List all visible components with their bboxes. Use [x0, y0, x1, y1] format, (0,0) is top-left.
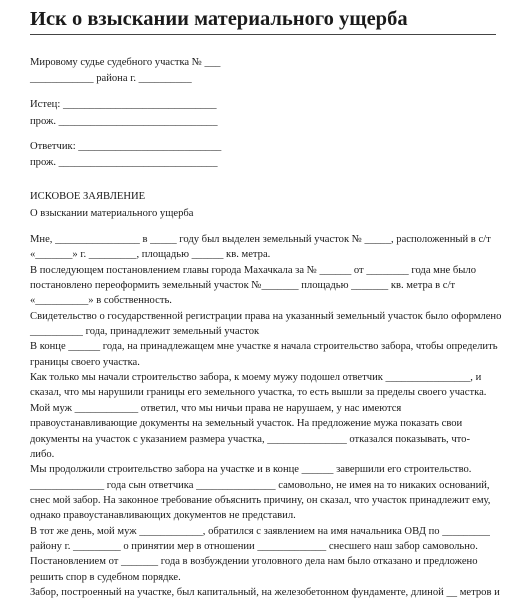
- body-line: Забор, построенный на участке, был капитальный, на железобетонном фундаменте, длиной __ метров и: [30, 587, 500, 598]
- body-line: Постановлением от _______ года в возбуждении уголовного дела нам было отказано и предложено: [30, 556, 478, 568]
- body-line: В последующем постановлением главы города Махачкала за № ______ от ________ года мне было: [30, 264, 476, 276]
- body-line: «_______» г. _________, площадью ______ кв. метра.: [30, 249, 271, 261]
- body-line: либо.: [30, 448, 55, 460]
- body-line: «__________» в собственность.: [30, 295, 172, 307]
- body-line: Мне, ________________ в _____ году был выделен земельный участок № _____, расположенный в с/т: [30, 234, 491, 245]
- addressee-line-2: ____________ района г. __________: [30, 73, 192, 84]
- title-underline: [30, 34, 496, 35]
- addressee-line-1: Мировому судье судебного участка № ___: [30, 57, 221, 68]
- body-line: снес мой забор. На законное требование объяснить причину, он сказал, что участок принадлежит ему,: [30, 494, 491, 506]
- statement-heading: ИСКОВОЕ ЗАЯВЛЕНИЕ: [30, 191, 146, 202]
- body-line: правоустанавливающие документы на земельный участок. На предложение мужа показать свои: [30, 418, 463, 430]
- body-line: Свидетельство о государственной регистрации права на указанный земельный участок было оформлено: [30, 310, 502, 322]
- document-title: Иск о взыскании материального ущерба: [30, 8, 408, 30]
- defendant-address: прож. ______________________________: [30, 157, 218, 168]
- plaintiff-line: Истец: _____________________________: [30, 99, 217, 110]
- body-line: решить спор в судебном порядке.: [30, 571, 181, 583]
- body-line: В конце ______ года, на принадлежащем мне участке я начала строительство забора, чтобы определить: [30, 341, 498, 353]
- body-line: району г. _________ о принятии мер в отношении _____________ снесшего наш забор самовольно.: [30, 540, 478, 552]
- body-line: В тот же день, мой муж ____________, обратился с заявлением на имя начальника ОВД по _________: [30, 525, 490, 537]
- statement-subheading: О взыскании материального ущерба: [30, 208, 194, 219]
- body-line: ______________ года сын ответчика _______________ самовольно, не имея на то никаких оснований,: [30, 479, 490, 491]
- body-line: Мой муж ____________ ответил, что мы ничьи права не нарушаем, у нас имеются: [30, 402, 402, 414]
- plaintiff-address: прож. ______________________________: [30, 116, 218, 127]
- body-line: Мы продолжили строительство забора на участке и в конце ______ завершили его строительство.: [30, 464, 472, 476]
- body-line: документы на участок с указанием размера участка, _______________ отказался показывать, что-: [30, 433, 471, 445]
- body-line: сказал, что мы нарушили границы его земельного участка, то есть вышли за пределы своего участка.: [30, 387, 487, 399]
- body-line: __________ года, принадлежит земельный участок: [30, 326, 260, 338]
- body-line: Как только мы начали строительство забора, к моему мужу подошел ответчик ________________, и: [30, 372, 482, 384]
- defendant-line: Ответчик: ___________________________: [30, 141, 222, 152]
- body-line: постановлено переоформить земельный участок №_______ площадью _______ кв. метра в с/т: [30, 280, 456, 292]
- body-line: границы своего участка.: [30, 356, 140, 368]
- body-line: однако правоустанавливающих документов не представил.: [30, 510, 296, 522]
